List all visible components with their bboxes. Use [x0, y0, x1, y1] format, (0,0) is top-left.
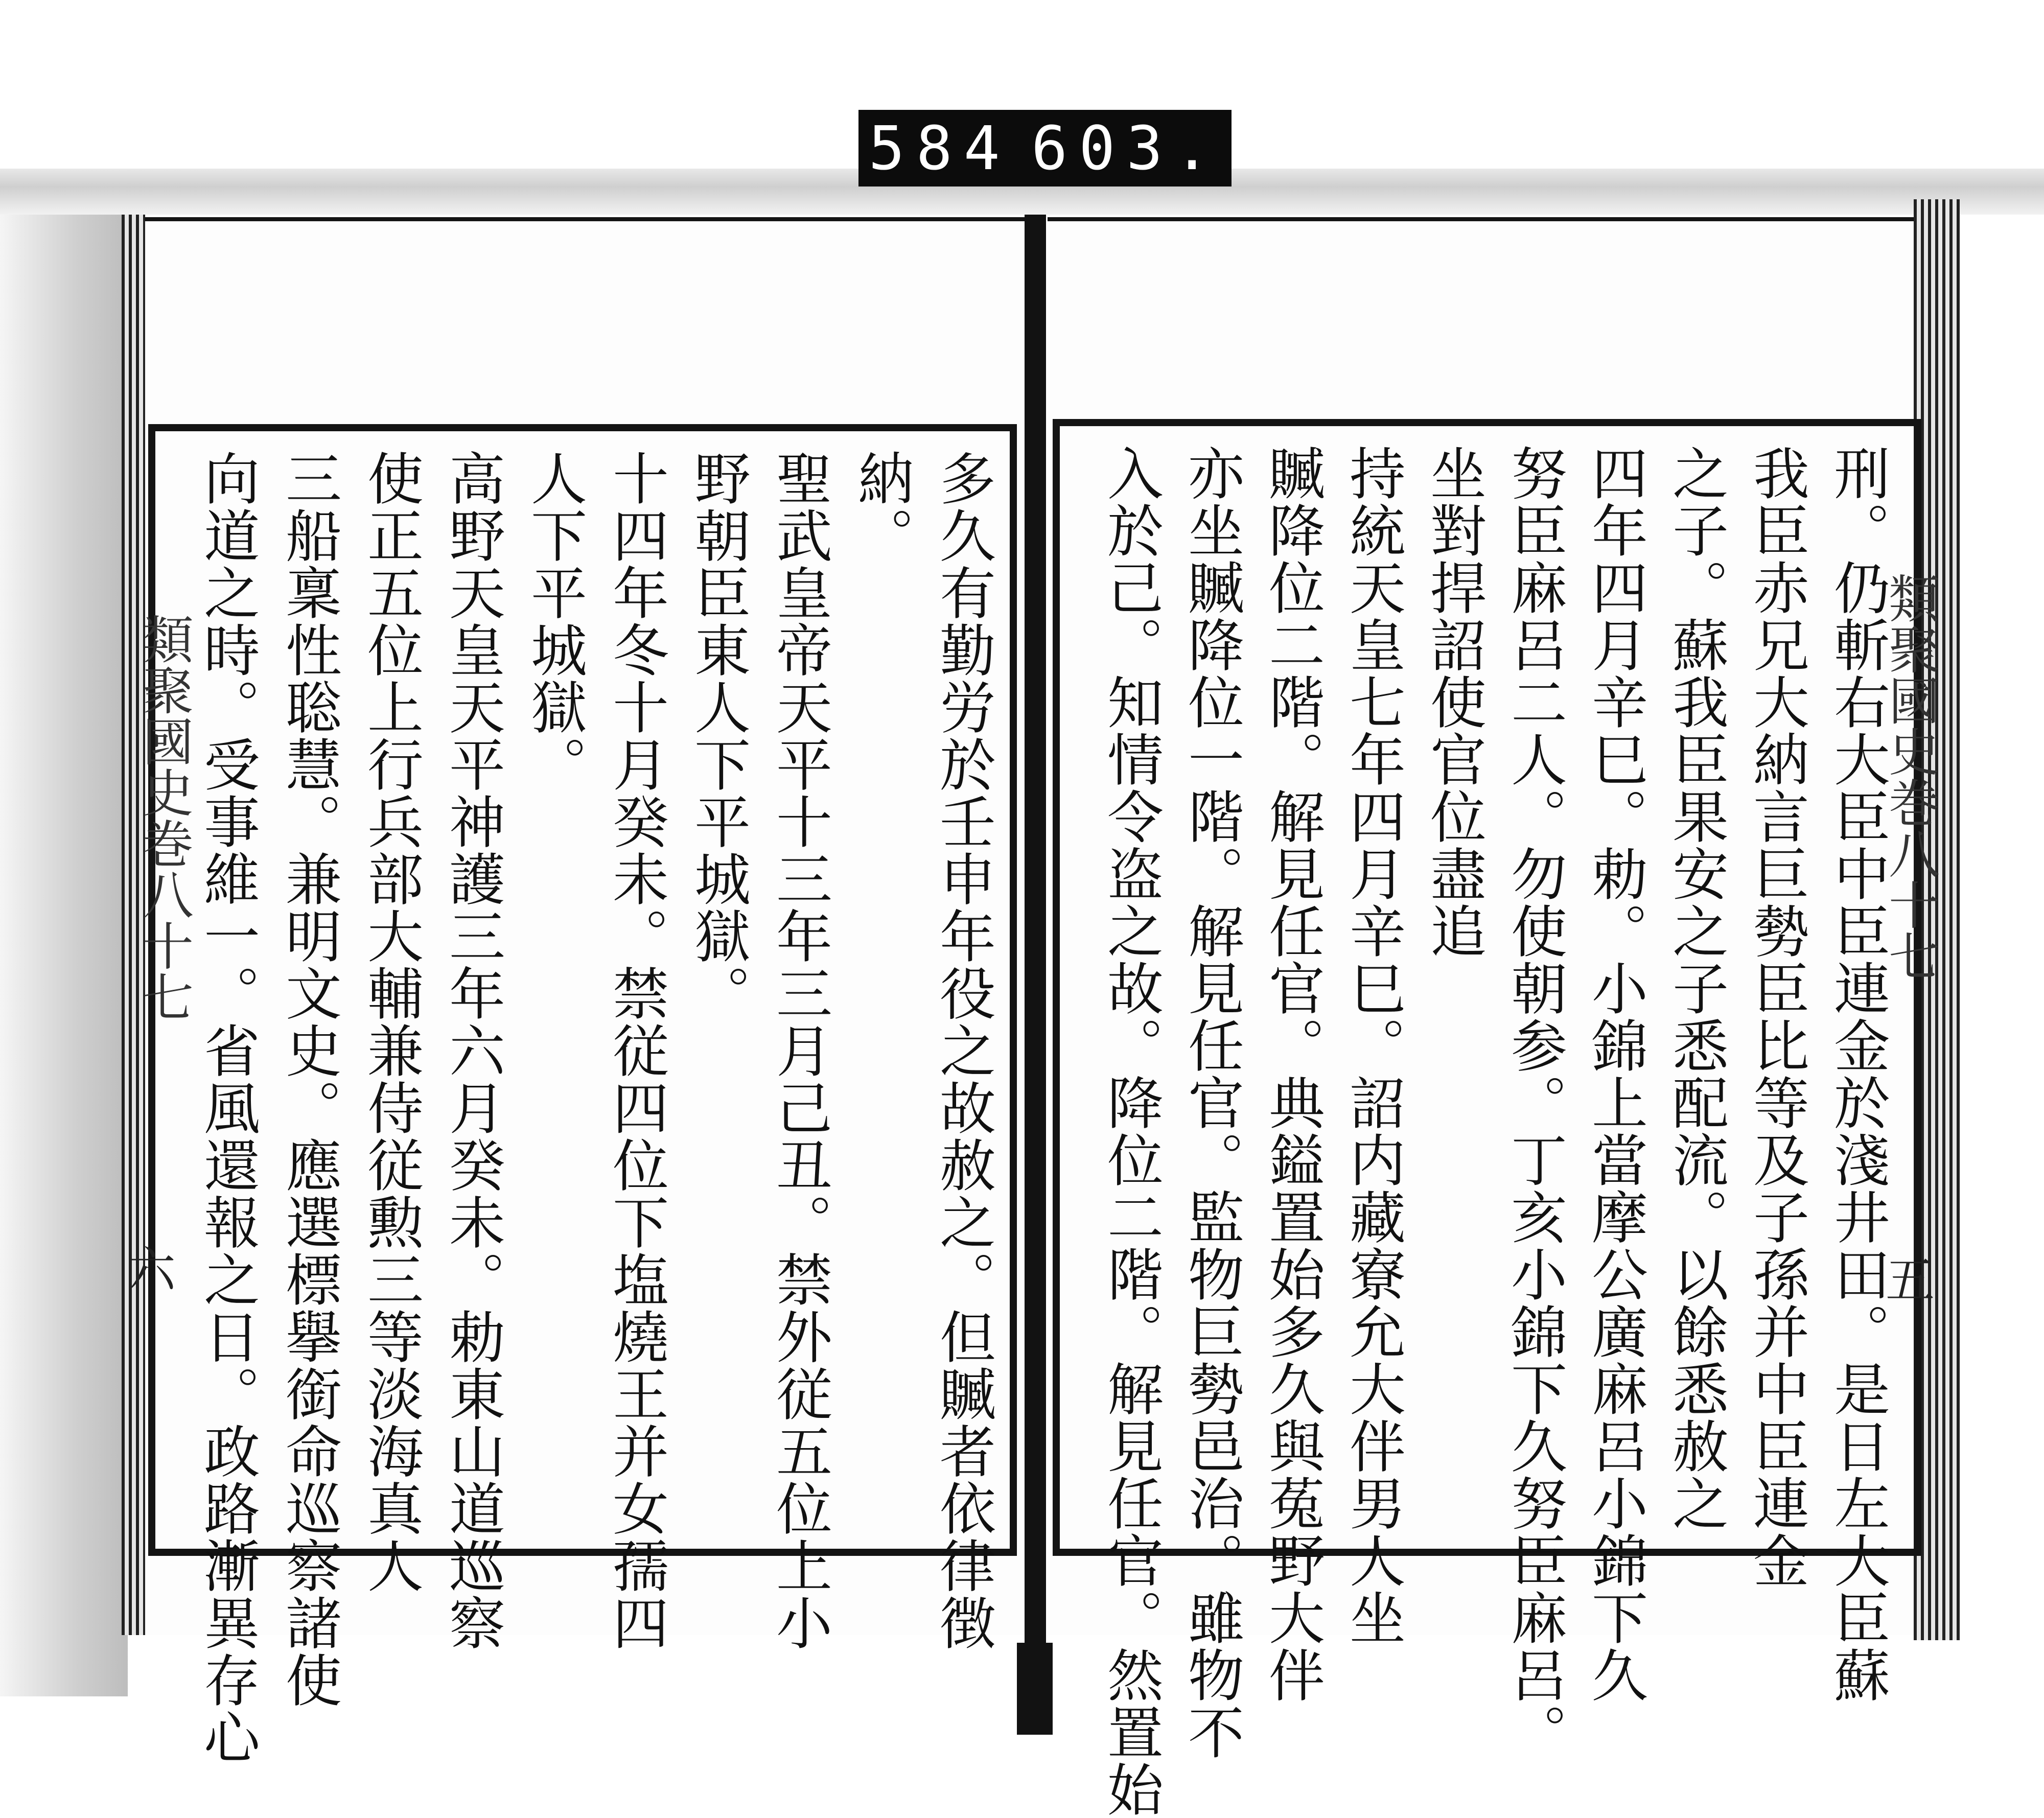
- right-column-2: 我臣赤兄大納言巨勢臣比等及子孫并中臣連金: [1744, 445, 1809, 1589]
- right-column-5: 努臣麻呂二人。勿使朝参。丁亥小錦下久努臣麻呂。: [1502, 445, 1567, 1761]
- right-page-top-edge: [1048, 217, 1916, 221]
- right-page-text: [1078, 445, 1890, 1818]
- left-column-6: 人下平城獄。: [522, 450, 587, 793]
- left-column-10: 向道之時。受事維一。省風還報之日。政路漸異存心: [195, 450, 260, 1766]
- left-page-top-edge: [128, 217, 1027, 221]
- left-column-4: 野朝臣東人下平城獄。: [685, 450, 751, 1022]
- right-column-6: 坐對捍詔使官位盡追: [1421, 445, 1486, 960]
- right-column-4: 四年四月辛巳。勅。小錦上當摩公廣麻呂小錦下久: [1583, 445, 1648, 1704]
- right-column-8: 贓降位二階。解見任官。典鎰置始多久與菟野大伴: [1260, 445, 1325, 1704]
- call-number-right: 603.: [1031, 113, 1222, 183]
- left-column-1: 多久有勤労於壬申年役之故赦之。但贓者依律徴: [931, 450, 996, 1651]
- right-page-header: 類聚國史巻八十七: [1880, 572, 1940, 981]
- left-column-5: 十四年冬十月癸未。禁従四位下塩燒王并女孺四: [603, 450, 669, 1651]
- right-column-1: 刑。仍斬右大臣中臣連金於淺井田。是日左大臣蘇: [1825, 445, 1890, 1704]
- right-page-folio: 五: [1886, 1252, 1935, 1309]
- left-column-7: 高野天皇天平神護三年六月癸未。勅東山道巡察: [440, 450, 505, 1651]
- left-column-2: 納。: [849, 450, 914, 564]
- call-number-left: 584: [868, 113, 1011, 183]
- right-column-3: 之子。蘇我臣果安之子悉配流。以餘悉赦之: [1663, 445, 1729, 1532]
- left-column-9: 三船稟性聡慧。兼明文史。應選標擧銜命巡察諸使: [276, 450, 342, 1709]
- left-column-8: 使正五位上行兵部大輔兼侍従勲三等淡海真人: [358, 450, 424, 1594]
- right-column-10: 入於己。知情令盗之故。降位二階。解見任官。然置始: [1098, 445, 1164, 1818]
- right-column-7: 持統天皇七年四月辛巳。詔内藏寮允大伴男人坐: [1340, 445, 1406, 1646]
- spine-bottom-block: [1017, 1643, 1053, 1735]
- book-spine: [1025, 215, 1046, 1735]
- call-number-label: [858, 110, 1232, 187]
- left-page-text: [174, 450, 996, 1766]
- left-page-header: 類聚國史巻八十七: [134, 613, 194, 1022]
- left-page-folio: 六: [127, 1242, 176, 1299]
- right-column-9: 亦坐贓降位一階。解見任官。監物巨勢邑治。雖物不: [1179, 445, 1244, 1761]
- left-scan-shadow: [0, 215, 128, 1696]
- left-column-3: 聖武皇帝天平十三年三月己丑。禁外従五位上小: [767, 450, 832, 1651]
